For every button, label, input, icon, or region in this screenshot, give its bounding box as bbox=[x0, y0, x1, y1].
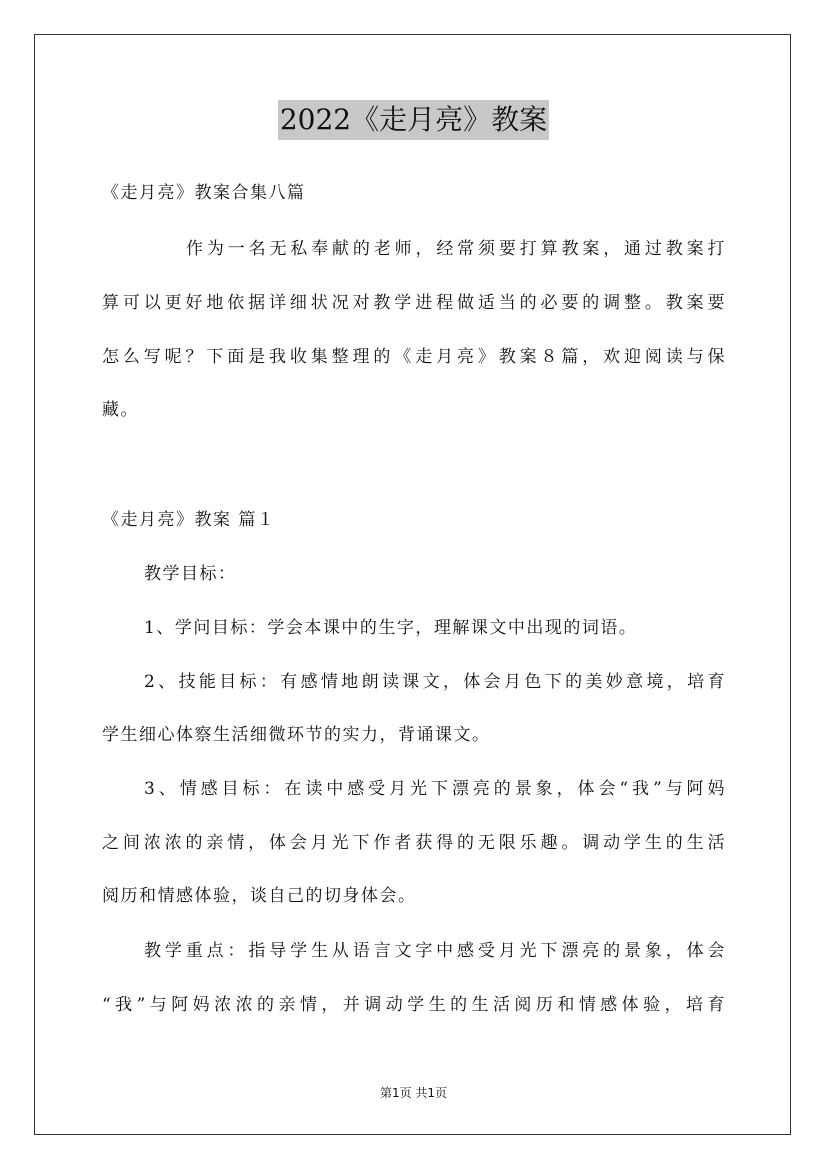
body-line-2: 1、学问目标：学会本课中的生字，理解课文中出现的词语。 bbox=[144, 618, 638, 638]
page-footer: 第1页 共1页 bbox=[379, 1086, 448, 1100]
body-line-8: 教学重点：指导学生从语言文字中感受月光下漂亮的景象，体会 bbox=[144, 941, 726, 961]
intro-line-3: 怎么写呢？下面是我收集整理的《走月亮》教案８篇，欢迎阅读与保 bbox=[102, 347, 726, 367]
intro-line-2: 算可以更好地依据详细状况对教学进程做适当的必要的调整。教案要 bbox=[102, 293, 726, 313]
body-line-4: 学生细心体察生活细微环节的实力，背诵课文。 bbox=[102, 725, 491, 745]
body-line-9: “我”与阿妈浓浓的亲情，并调动学生的生活阅历和情感体验，培育 bbox=[102, 995, 726, 1015]
body-line-6: 之间浓浓的亲情，体会月光下作者获得的无限乐趣。调动学生的生活 bbox=[102, 833, 726, 853]
title-wrapper bbox=[0, 100, 827, 140]
body-line-3: 2、技能目标：有感情地朗读课文，体会月色下的美妙意境，培育 bbox=[144, 672, 726, 692]
body-line-1: 教学目标： bbox=[144, 564, 237, 584]
intro-line-1: 作为一名无私奉献的老师，经常须要打算教案，通过教案打 bbox=[186, 239, 726, 259]
intro-line-4: 藏。 bbox=[102, 400, 139, 420]
document-title: 2022《走月亮》教案 bbox=[278, 100, 549, 140]
body-line-5: 3、情感目标：在读中感受月光下漂亮的景象，体会“我”与阿妈 bbox=[144, 779, 726, 799]
subtitle: 《走月亮》教案合集八篇 bbox=[102, 183, 306, 203]
body-line-7: 阅历和情感体验，谈自己的切身体会。 bbox=[102, 886, 417, 906]
section-heading: 《走月亮》教案 篇１ bbox=[102, 510, 276, 530]
